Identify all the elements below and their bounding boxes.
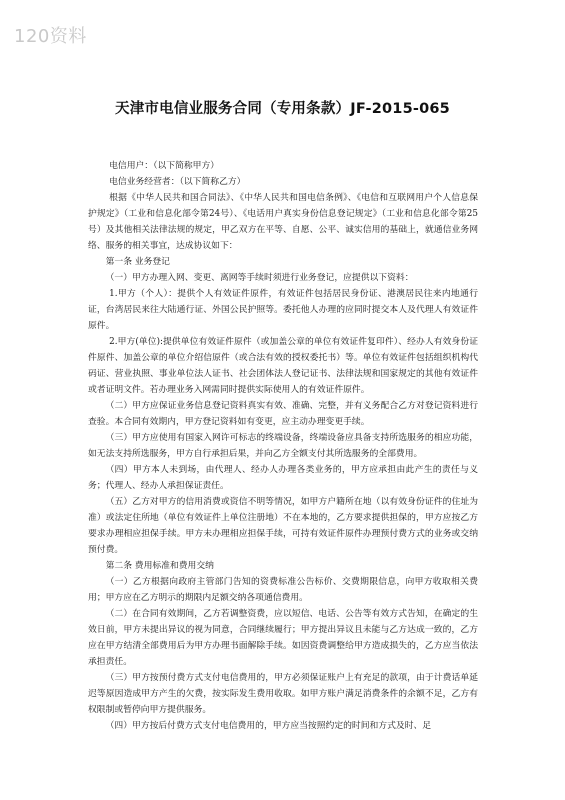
article-1-clause-2: （二）甲方应保证业务信息登记资料真实有效、准确、完整，并有义务配合乙方对登记资料进行查验。本合同有效期内，甲方登记资料如有变更，应主动办理变更手续。 <box>88 401 478 427</box>
watermark-logo: 120资料 <box>14 26 87 47</box>
article-1-item-1: 1.甲方（个人）：提供个人有效证件原件，有效证件包括居民身份证、港澳居民往来内地通行证，台湾居民来往大陆通行证、外国公民护照等。委托他人办理的应同时提交本人及代理人有效证件原件。 <box>88 289 478 331</box>
article-2-clause-3: （三）甲方按预付费方式支付电信费用的，甲方必须保证账户上有充足的款项，由于计费话单延迟等原因造成甲方产生的欠费，按实际发生费用收取。如甲方账户满足消费条件的余额不足，乙方有权限制或暂停向甲方提供服务。 <box>88 673 478 715</box>
article-2-clause-2: （二）在合同有效期间，乙方若调整资费，应以短信、电话、公告等有效方式告知，在确定的生效日前，甲方未提出异议的视为同意，合同继续履行；甲方提出异议且未能与乙方达成一致的，乙方应在甲方结清全部费用后为甲方办理书面解除手续。如因资费调整给甲方造成损失的，乙方应当依法承担责任。 <box>88 609 478 667</box>
preamble-paragraph: 根据《中华人民共和国合同法》、《中华人民共和国电信条例》、《电信和互联网用户个人信息保护规定》（工业和信息化部令第24号）、《电话用户真实身份信息登记规定》（工业和信息化部令第25号）及其他相关法律法规的规定，甲乙双方在平等、自愿、公平、诚实信用的基础上，就通信业务网络、服务的相关事宜，达成协议如下： <box>88 193 478 251</box>
article-1-item-2: 2.甲方(单位):提供单位有效证件原件（或加盖公章的单位有效证件复印件）、经办人有效身份证件原件、加盖公章的单位介绍信原件（或合法有效的授权委托书）等。单位有效证件包括组织机构代码证、营业执照、事业单位法人证书、社会团体法人登记证书、法律法规和国家规定的其他有效证件或者证明文件。若办理业务入网需同时提供实际使用人的有效证件原件。 <box>88 337 478 395</box>
article-1-clause-1: （一）甲方办理入网、变更、离网等手续时须进行业务登记，应提供以下资料： <box>105 273 414 283</box>
article-1-heading: 第一条 业务登记 <box>105 257 170 267</box>
party-b-line: 电信业务经营者：（以下简称乙方） <box>109 177 246 187</box>
article-1-clause-5: （五）乙方对甲方的信用消费或资信不明等情况，如甲方户籍所在地（以有效身份证件的住址为准）或法定住所地（单位有效证件上单位注册地）不在本地的，乙方要求提供担保的，甲方应按乙方要求办理相应担保手续。甲方未办理相应担保手续，可持有效证件原件办理预付费方式的业务或交纳预付费。 <box>88 497 478 555</box>
contract-body <box>88 158 478 734</box>
article-2-clause-1: （一）乙方根据向政府主管部门告知的资费标准公告标价、交费期限信息，向甲方收取相关费用；甲方应在乙方明示的期限内足额交纳各项通信费用。 <box>88 577 478 603</box>
article-2-clause-4: （四）甲方按后付费方式支付电信费用的，甲方应当按照约定的时间和方式及时、足 <box>105 721 432 731</box>
party-a-line: 电信用户：（以下简称甲方） <box>109 161 220 171</box>
article-1-clause-4: （四）甲方本人未到场，由代理人、经办人办理各类业务的，甲方应承担由此产生的责任与义务；代理人、经办人承担保证责任。 <box>88 465 478 491</box>
article-1-clause-3: （三）甲方应使用有国家入网许可标志的终端设备，终端设备应具备支持所选服务的相应功能，如无法支持所选服务，甲方自行承担后果，并向乙方全额支付其所选服务的全部费用。 <box>88 433 478 459</box>
article-2-heading: 第二条 费用标准和费用交纳 <box>105 561 214 571</box>
document-title: 天津市电信业服务合同（专用条款）JF-2015-065 <box>115 101 450 117</box>
